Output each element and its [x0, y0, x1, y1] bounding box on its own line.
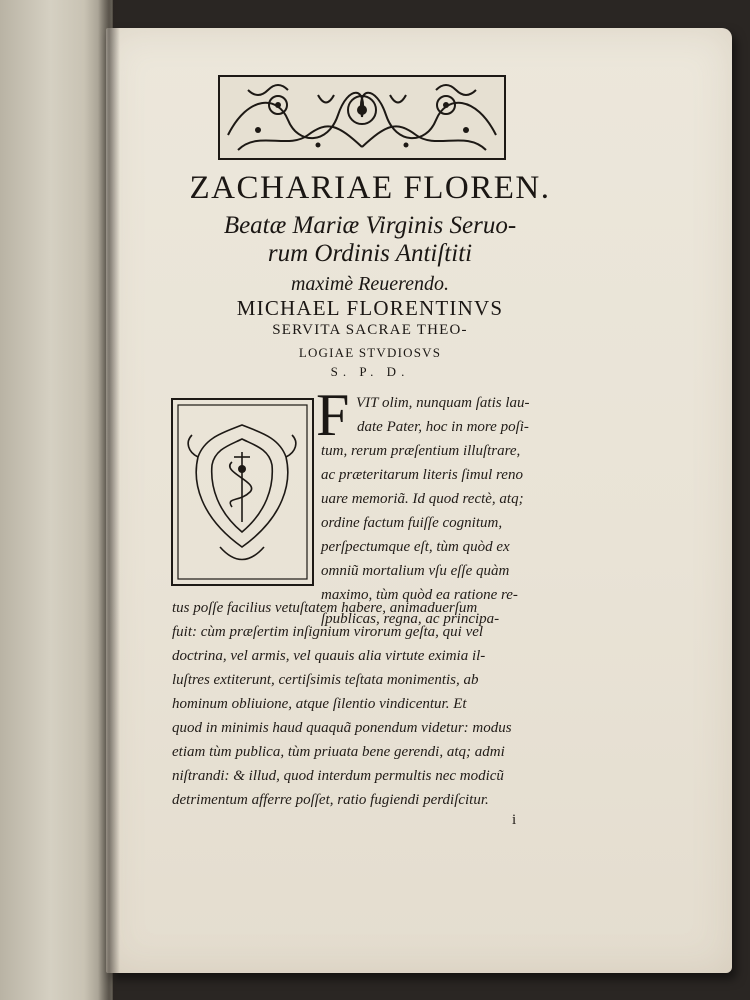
body-line: hominum obliuione, atque ſilentio vindicentur. Et [172, 696, 467, 712]
heading-line-5: MICHAEL FLORENTINVS [236, 296, 504, 320]
body-line: ac præteritarum literis ſimul reno [321, 467, 523, 483]
body-line: ſpublicas, regna, ac principa- [321, 611, 500, 627]
body-line: etiam tùm publica, tùm priuata bene gerendi, atq; admi [172, 744, 505, 760]
body-line: tum, rerum præſentium illuſtrare, [321, 443, 521, 459]
body-line: detrimentum afferre poſſet, ratio fugiendi perdiſcitur. [172, 792, 489, 808]
facing-page-edge [0, 0, 113, 1000]
body-line: doctrina, vel armis, vel quauis alia virtute eximia il- [172, 648, 486, 664]
body-line: uare memoriã. Id quod rectè, atq; [321, 491, 524, 507]
heading-line-1: ZACHARIAE FLOREN. [189, 170, 551, 206]
heading-line-8: S. P. D. [330, 364, 410, 379]
body-line: niſtrandi: & illud, quod interdum permultis nec modicũ [172, 768, 504, 784]
body-line: omniũ mortalium vſu eſſe quàm [321, 563, 510, 579]
ornament-headpiece [218, 75, 506, 160]
drop-cap: F [316, 382, 350, 448]
heading-line-2: Beatæ Mariæ Virginis Seruo- [223, 212, 517, 239]
body-line: VIT olim, nunquam ſatis lau- [356, 395, 530, 411]
body-line: quod in minimis haud quaquã ponendum videtur: modus [172, 720, 512, 736]
heading-line-4: maximè Reuerendo. [290, 273, 450, 295]
heading-line-3: rum Ordinis Antiſtiti [267, 240, 473, 267]
body-line: ordine factum fuiſſe cognitum, [321, 515, 503, 531]
body-line: date Pater, hoc in more poſi- [357, 419, 529, 435]
page-number: i [512, 812, 517, 828]
body-line: luſtres extiterunt, certiſsimis teſtata monimentis, ab [172, 672, 479, 688]
heading-line-7: LOGIAE STVDIOSVS [298, 345, 442, 360]
body-line: perſpectumque eſt, tùm quòd ex [321, 539, 510, 555]
body-line: maximo, tùm quòd ea ratione re- [321, 587, 518, 603]
body-line: tus poſſe facilius vetuſtatem habere, animaduerſum [172, 600, 478, 616]
gutter-shadow [98, 0, 120, 1000]
body-line: fuit: cùm præſertim inſignium virorum geſta, qui vel [172, 624, 484, 640]
coat-of-arms-device [170, 397, 315, 587]
heading-line-6: SERVITA SACRAE THEO- [272, 322, 468, 338]
